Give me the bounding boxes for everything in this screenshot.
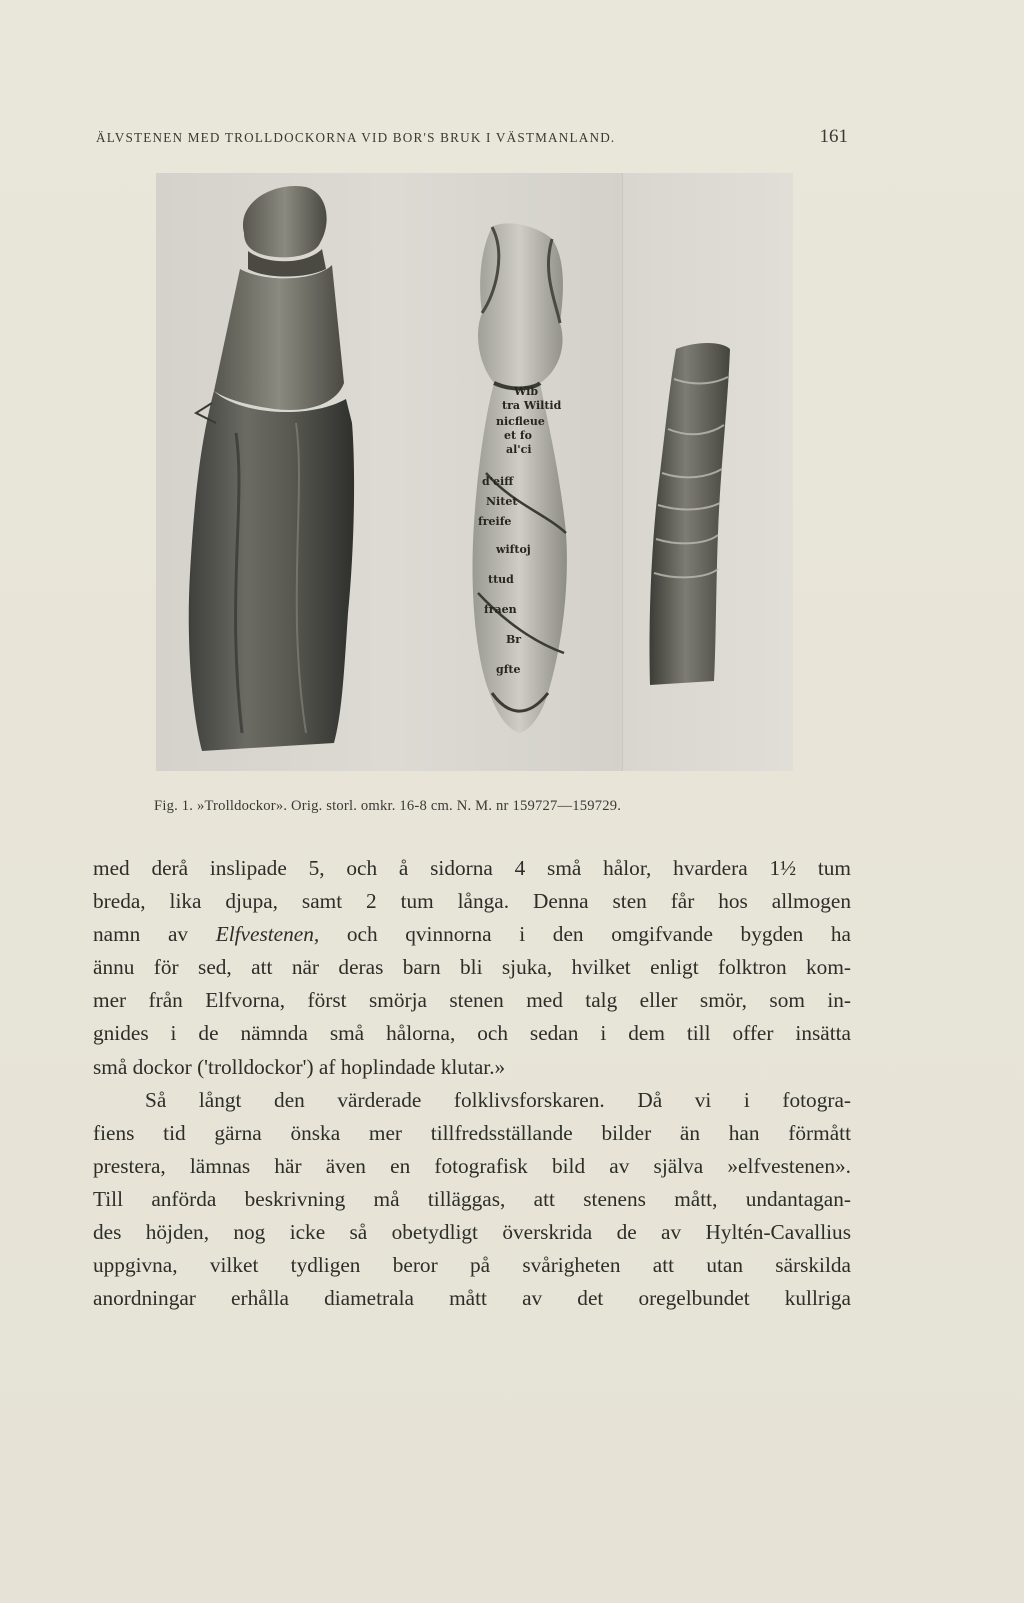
newsprint-13: gfte bbox=[496, 663, 521, 676]
italic-term: Elfvestenen, bbox=[215, 922, 320, 947]
text-line: mer från Elfvorna, först smörja stenen med talg eller smör, som in- bbox=[93, 988, 851, 1013]
page-number: 161 bbox=[819, 126, 848, 147]
newsprint-10: ttud bbox=[488, 573, 514, 586]
figure-photograph bbox=[156, 173, 792, 771]
text-span: och qvinnorna i den omgifvande bygden ha bbox=[319, 922, 851, 947]
running-head bbox=[96, 126, 848, 148]
text-line: uppgivna, vilket tydligen beror på svårigheten att utan särskilda bbox=[93, 1253, 851, 1278]
troll-dolls-illustration bbox=[156, 173, 792, 771]
newsprint-4: et fo bbox=[504, 429, 532, 442]
thread-bound-doll bbox=[649, 343, 730, 685]
text-line: Så långt den värderade folklivsforskaren. Då vi i fotogra- bbox=[145, 1087, 851, 1112]
figure-caption: Fig. 1. »Trolldockor». Orig. storl. omkr. 16-8 cm. N. M. nr 159727—159729. bbox=[154, 798, 622, 814]
text-line: gnides i de nämnda små hålorna, och sedan i dem till offer insätta bbox=[93, 1021, 851, 1046]
text-line bbox=[93, 918, 851, 951]
text-line: breda, lika djupa, samt 2 tum långa. Denna sten får hos allmogen bbox=[93, 889, 851, 914]
text-line: fiens tid gärna önska mer tillfredsställande bilder än han förmått bbox=[93, 1120, 851, 1145]
text-line: Till anförda beskrivning må tilläggas, att stenens mått, undantagan- bbox=[93, 1186, 851, 1211]
running-title: ÄLVSTENEN MED TROLLDOCKORNA VID BOR'S BRUK I VÄSTMANLAND. bbox=[96, 130, 616, 145]
text-line: små dockor ('trolldockor') af hoplindade klutar.» bbox=[93, 1054, 506, 1079]
cloth-doll bbox=[189, 186, 354, 751]
newsprint-5: al'ci bbox=[506, 443, 532, 456]
text-span: namn av bbox=[93, 922, 216, 947]
newsprint-9: wiftoj bbox=[496, 543, 531, 556]
text-line: med derå inslipade 5, och å sidorna 4 små hålor, hvardera 1½ tum bbox=[93, 856, 851, 880]
text-line: prestera, lämnas här även en fotografisk bild av själva »elfvestenen». bbox=[93, 1153, 851, 1178]
text-line: anordningar erhålla diametrala mått av det oregelbundet kullriga bbox=[93, 1286, 851, 1311]
newsprint-2: tra Wiltid bbox=[502, 399, 562, 412]
text-line: des höjden, nog icke så obetydligt överskrida de av Hyltén-Cavallius bbox=[93, 1220, 851, 1245]
newsprint-12: Br bbox=[506, 633, 522, 646]
newspaper-doll bbox=[473, 223, 567, 733]
newsprint-7: Nitet bbox=[486, 495, 518, 508]
newsprint-8: freife bbox=[478, 515, 512, 528]
body-text bbox=[93, 852, 851, 1315]
newsprint-3: nicfleue bbox=[496, 415, 545, 428]
newsprint-6: d'eiff bbox=[482, 475, 514, 488]
text-line: ännu för sed, att när deras barn bli sjuka, hvilket enligt folktron kom- bbox=[93, 955, 851, 980]
newsprint-11: fraen bbox=[484, 603, 517, 616]
newsprint-1: Wib bbox=[514, 385, 539, 398]
